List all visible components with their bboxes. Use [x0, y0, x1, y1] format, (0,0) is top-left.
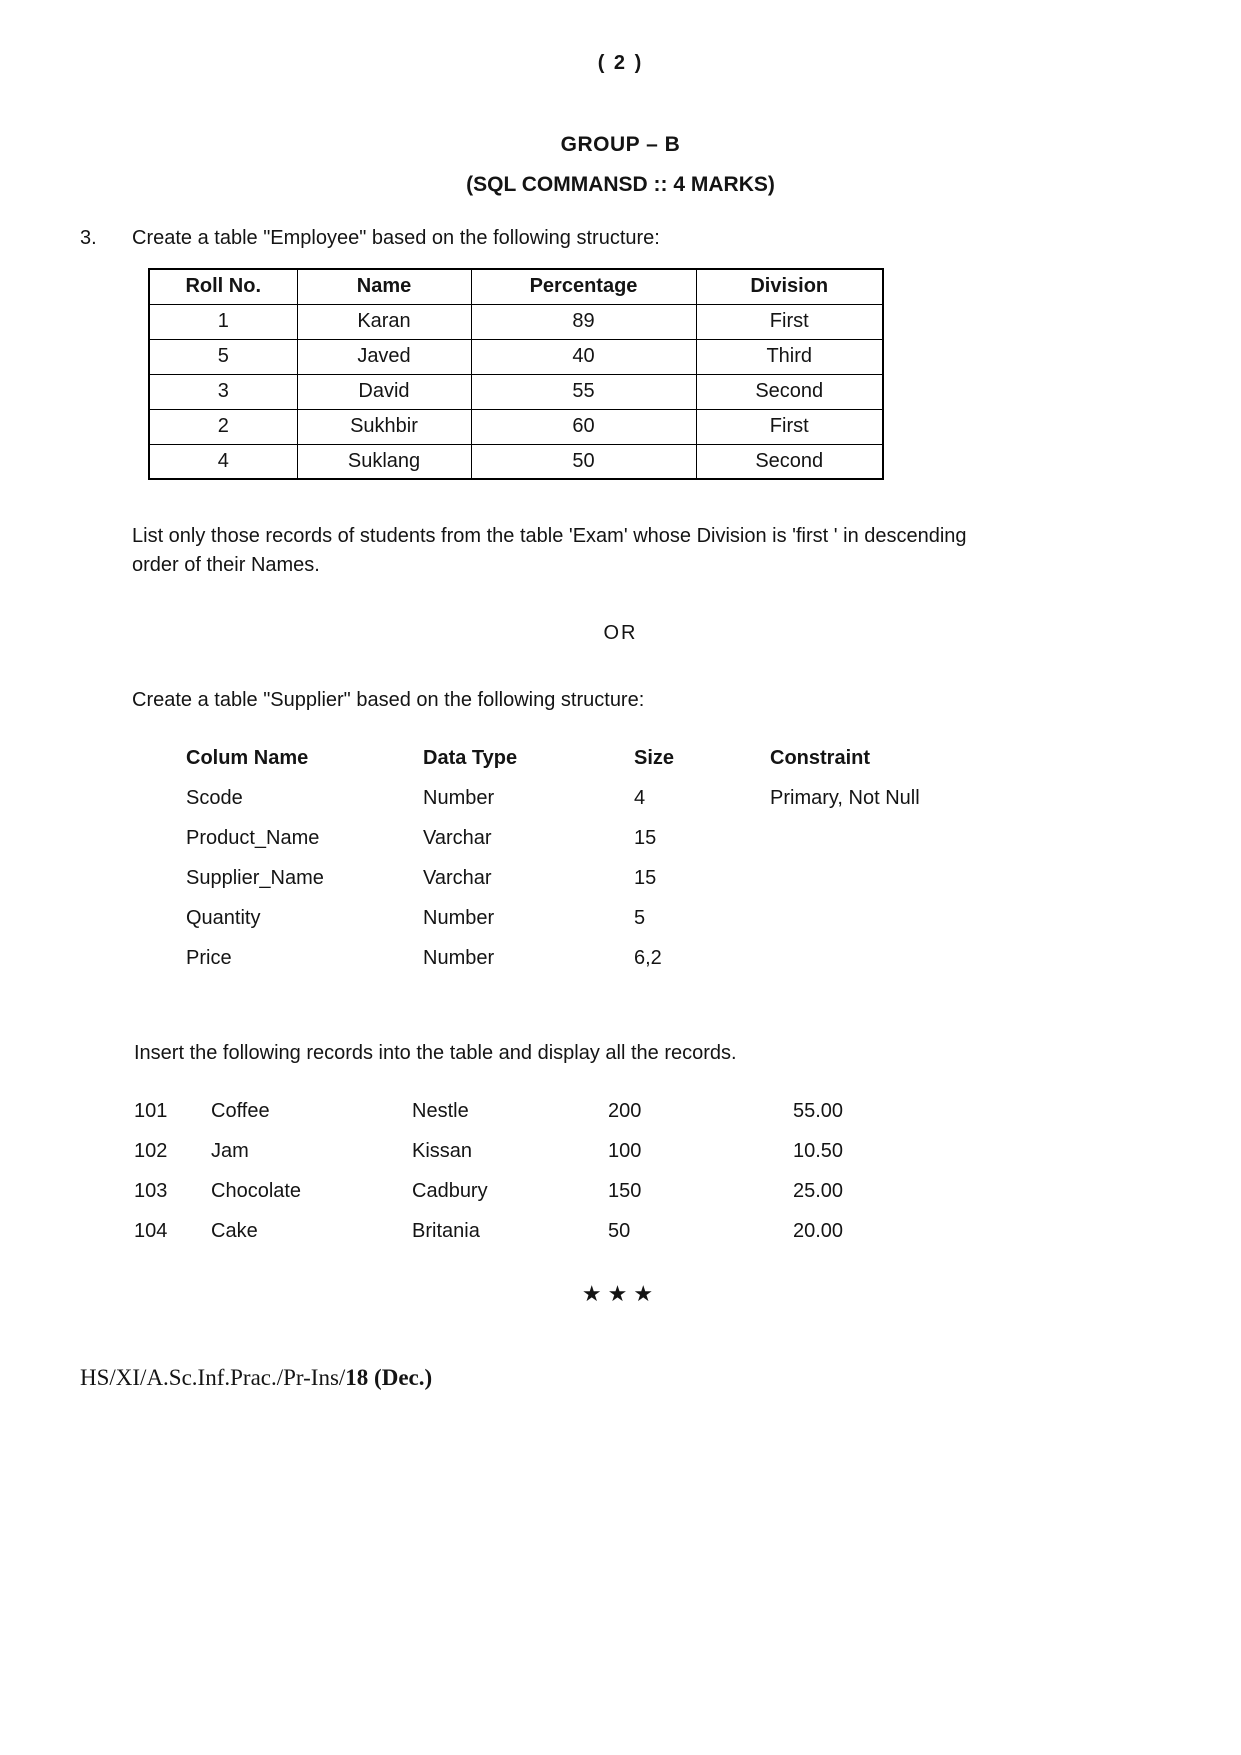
footer-reference — [80, 1365, 1241, 1391]
table-row — [149, 374, 883, 409]
list-instruction: List only those records of students from the table 'Exam' whose Division is 'first ' in descending order of their Names. — [132, 525, 967, 576]
supplier-structure-table — [186, 738, 1030, 978]
table-cell: Number — [423, 946, 495, 969]
table-cell: 20.00 — [793, 1219, 844, 1242]
header-size: Size — [634, 746, 675, 769]
table-cell: 150 — [608, 1179, 642, 1202]
table-cell: Third — [696, 339, 883, 374]
table-cell: Scode — [186, 786, 243, 809]
table-cell: Second — [696, 374, 883, 409]
page-number: ( 2 ) — [597, 52, 644, 74]
table-row — [186, 858, 1030, 898]
table-cell: Suklang — [297, 444, 471, 479]
table-cell: Second — [696, 444, 883, 479]
table-cell: Cake — [211, 1219, 258, 1242]
table-cell: 15 — [634, 866, 657, 889]
table-cell — [770, 938, 1030, 978]
table-cell: 60 — [471, 409, 696, 444]
table-cell: 1 — [149, 304, 297, 339]
table-row — [134, 1091, 913, 1131]
table-cell: 25.00 — [793, 1179, 844, 1202]
table-cell: First — [696, 304, 883, 339]
table-cell: First — [696, 409, 883, 444]
table-row — [149, 444, 883, 479]
table-cell: Sukhbir — [297, 409, 471, 444]
table-cell: Cadbury — [412, 1179, 488, 1202]
question-text: Create a table "Employee" based on the following structure: — [132, 227, 660, 249]
table-cell — [770, 818, 1030, 858]
table-row — [186, 818, 1030, 858]
table-cell: Karan — [297, 304, 471, 339]
or-separator: OR — [603, 622, 638, 644]
table-cell: 40 — [471, 339, 696, 374]
table-cell: Price — [186, 946, 232, 969]
table-row — [149, 409, 883, 444]
table-cell: 10.50 — [793, 1139, 844, 1162]
employee-table — [148, 268, 884, 480]
table-cell: 102 — [134, 1139, 168, 1162]
table-cell: 5 — [149, 339, 297, 374]
header-percentage: Percentage — [471, 269, 696, 304]
header-name: Name — [297, 269, 471, 304]
table-cell: Number — [423, 906, 495, 929]
table-cell: Varchar — [423, 826, 492, 849]
table-cell: Primary, Not Null — [770, 786, 920, 809]
table-cell: Varchar — [423, 866, 492, 889]
records-table — [134, 1091, 913, 1251]
header-roll-no: Roll No. — [149, 269, 297, 304]
table-cell: 103 — [134, 1179, 168, 1202]
table-row — [186, 898, 1030, 938]
table-cell: Kissan — [412, 1139, 473, 1162]
table-cell: 4 — [149, 444, 297, 479]
table-header-row — [149, 269, 883, 304]
table-row — [186, 938, 1030, 978]
question-number: 3. — [80, 227, 97, 249]
table-cell: Supplier_Name — [186, 866, 324, 889]
table-cell: Number — [423, 786, 495, 809]
table-cell: 50 — [471, 444, 696, 479]
table-row — [134, 1131, 913, 1171]
question-3 — [0, 227, 1241, 250]
table-cell: 3 — [149, 374, 297, 409]
table-cell — [770, 898, 1030, 938]
table-cell: Coffee — [211, 1099, 270, 1122]
table-cell: 200 — [608, 1099, 642, 1122]
table-cell: Nestle — [412, 1099, 469, 1122]
table-cell: 55 — [471, 374, 696, 409]
table-cell: 15 — [634, 826, 657, 849]
table-row — [134, 1211, 913, 1251]
header-column-name: Colum Name — [186, 746, 309, 769]
supplier-intro: Create a table "Supplier" based on the following structure: — [132, 689, 645, 711]
table-row — [134, 1171, 913, 1211]
table-row — [149, 304, 883, 339]
group-title: GROUP – B — [560, 133, 681, 156]
table-cell: 100 — [608, 1139, 642, 1162]
table-cell: Quantity — [186, 906, 261, 929]
table-row — [149, 339, 883, 374]
table-cell: 6,2 — [634, 946, 662, 969]
table-row — [186, 778, 1030, 818]
footer-prefix: HS/XI/A.Sc.Inf.Prac./Pr-Ins/ — [80, 1365, 346, 1390]
table-cell: 2 — [149, 409, 297, 444]
table-header-row — [186, 738, 1030, 778]
table-cell — [770, 858, 1030, 898]
table-cell: 101 — [134, 1099, 168, 1122]
table-cell: 5 — [634, 906, 646, 929]
table-cell: Product_Name — [186, 826, 320, 849]
header-data-type: Data Type — [423, 746, 518, 769]
header-division: Division — [696, 269, 883, 304]
table-cell: 89 — [471, 304, 696, 339]
table-cell: Chocolate — [211, 1179, 302, 1202]
header-constraint: Constraint — [770, 746, 870, 769]
group-subtitle: (SQL COMMANSD :: 4 MARKS) — [466, 173, 775, 196]
table-cell: 4 — [634, 786, 646, 809]
table-cell: Britania — [412, 1219, 480, 1242]
table-cell: David — [297, 374, 471, 409]
table-cell: Jam — [211, 1139, 249, 1162]
table-cell: Javed — [297, 339, 471, 374]
insert-instruction: Insert the following records into the table and display all the records. — [134, 1042, 737, 1064]
table-cell: 50 — [608, 1219, 631, 1242]
table-cell: 104 — [134, 1219, 168, 1242]
table-cell: 55.00 — [793, 1099, 844, 1122]
footer-bold-part: 18 (Dec.) — [345, 1365, 433, 1390]
stars-separator: ★★★ — [581, 1281, 660, 1306]
